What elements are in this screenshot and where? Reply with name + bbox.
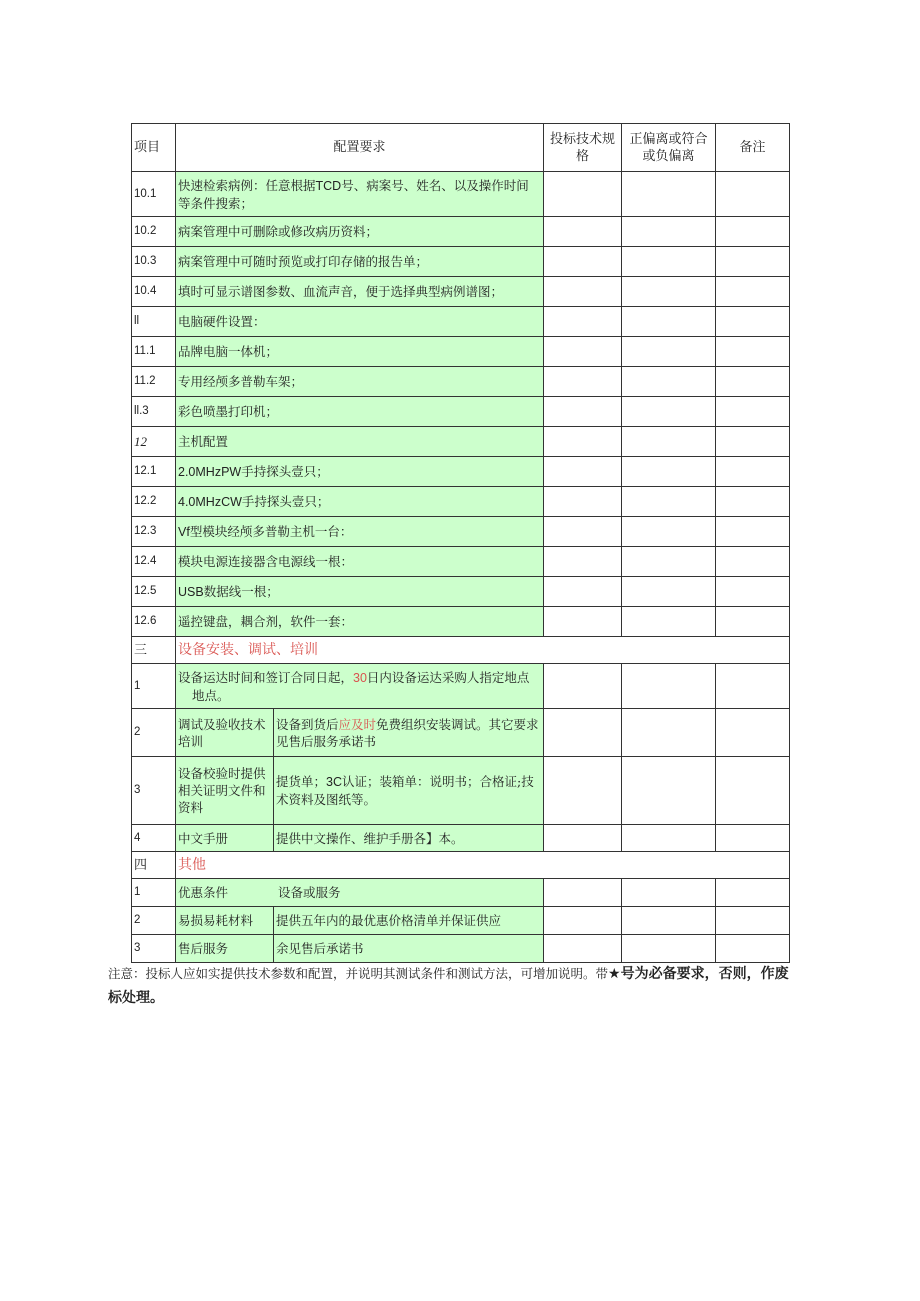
header-bid-spec: 投标技术规格	[544, 124, 622, 172]
footnote	[108, 962, 798, 1010]
remark-cell	[716, 825, 790, 852]
table-row	[132, 757, 790, 825]
section-row	[132, 637, 790, 664]
remark-cell	[716, 607, 790, 637]
deviation-cell	[622, 367, 716, 397]
deviation-cell	[622, 935, 716, 963]
row-requirement: 快速检索病例：任意根据TCD号、病案号、姓名、以及操作时间等条件搜索；	[176, 172, 544, 217]
table-row	[132, 367, 790, 397]
table-row	[132, 217, 790, 247]
table-row	[132, 577, 790, 607]
row-requirement: 品牌电脑一体机；	[176, 337, 544, 367]
footnote-required-mark: ★号为必备要求，否则，作废标处理。	[108, 966, 789, 1006]
row-number: 12.2	[132, 487, 176, 517]
table-row	[132, 879, 790, 907]
row-value: 提货单；3C认证；装箱单：说明书；合格证;技术资料及图纸等。	[274, 757, 544, 825]
row-number: 10.2	[132, 217, 176, 247]
row-label: 中文手册	[176, 825, 274, 852]
header-row	[132, 124, 790, 172]
table-row	[132, 487, 790, 517]
remark-cell	[716, 172, 790, 217]
row-requirement: 电脑硬件设置：	[176, 307, 544, 337]
bid-spec-cell	[544, 547, 622, 577]
table-row	[132, 547, 790, 577]
bid-spec-cell	[544, 457, 622, 487]
bid-spec-cell	[544, 277, 622, 307]
row-requirement: 专用经颅多普勒车架；	[176, 367, 544, 397]
row-requirement: 优惠条件 设备或服务	[176, 879, 544, 907]
bid-spec-cell	[544, 217, 622, 247]
table-row	[132, 397, 790, 427]
footnote-text: 注意：投标人应如实提供技术参数和配置，并说明其测试条件和测试方法，可增加说明。带	[108, 966, 609, 981]
table-row	[132, 517, 790, 547]
row-requirement: 病案管理中可删除或修改病历资料；	[176, 217, 544, 247]
bid-spec-cell	[544, 879, 622, 907]
row-label: 设备校验时提供相关证明文件和资料	[176, 757, 274, 825]
table-row	[132, 709, 790, 757]
row-number: 10.3	[132, 247, 176, 277]
row-number: 2	[132, 907, 176, 935]
deviation-cell	[622, 487, 716, 517]
table-row	[132, 172, 790, 217]
row-requirement: 主机配置	[176, 427, 544, 457]
remark-cell	[716, 879, 790, 907]
bid-spec-cell	[544, 825, 622, 852]
row-number: 12	[132, 427, 176, 457]
remark-cell	[716, 367, 790, 397]
deviation-cell	[622, 457, 716, 487]
bid-spec-cell	[544, 367, 622, 397]
header-item: 项目	[132, 124, 176, 172]
remark-cell	[716, 217, 790, 247]
bid-spec-cell	[544, 307, 622, 337]
row-requirement: Vf型模块经颅多普勒主机一台：	[176, 517, 544, 547]
row-requirement: 设备运达时间和签订合同日起，30日内设备运达采购人指定地点地点。	[176, 664, 544, 709]
header-remark: 备注	[716, 124, 790, 172]
bid-spec-cell	[544, 487, 622, 517]
row-number: 12.5	[132, 577, 176, 607]
deviation-cell	[622, 397, 716, 427]
row-label: 调试及验收技术培训	[176, 709, 274, 757]
bid-spec-cell	[544, 427, 622, 457]
table-row	[132, 607, 790, 637]
row-value: 提供中文操作、维护手册各】本。	[274, 825, 544, 852]
bid-spec-cell	[544, 907, 622, 935]
remark-cell	[716, 307, 790, 337]
bid-spec-cell	[544, 709, 622, 757]
bid-spec-cell	[544, 664, 622, 709]
bid-spec-cell	[544, 517, 622, 547]
bid-spec-cell	[544, 607, 622, 637]
remark-cell	[716, 337, 790, 367]
deviation-cell	[622, 172, 716, 217]
remark-cell	[716, 577, 790, 607]
remark-cell	[716, 277, 790, 307]
deviation-cell	[622, 907, 716, 935]
table-row	[132, 307, 790, 337]
row-requirement: 病案管理中可随时预览或打印存储的报告单；	[176, 247, 544, 277]
deviation-cell	[622, 825, 716, 852]
table-row	[132, 427, 790, 457]
deviation-cell	[622, 427, 716, 457]
section-number: 四	[132, 852, 176, 879]
table-row	[132, 907, 790, 935]
row-requirement: 4.0MHzCW手持探头壹只；	[176, 487, 544, 517]
deviation-cell	[622, 607, 716, 637]
header-requirement: 配置要求	[176, 124, 544, 172]
spec-table	[131, 123, 790, 963]
row-number: ll.3	[132, 397, 176, 427]
row-number: 10.4	[132, 277, 176, 307]
deviation-cell	[622, 277, 716, 307]
table-row	[132, 247, 790, 277]
row-number: 3	[132, 935, 176, 963]
remark-cell	[716, 907, 790, 935]
section-title: 设备安装、调试、培训	[176, 637, 790, 664]
row-value: 设备到货后应及时免费组织安装调试。其它要求见售后服务承诺书	[274, 709, 544, 757]
row-value: 余见售后承诺书	[274, 935, 544, 963]
remark-cell	[716, 664, 790, 709]
table-row	[132, 935, 790, 963]
row-number: ll	[132, 307, 176, 337]
bid-spec-cell	[544, 337, 622, 367]
bid-spec-cell	[544, 397, 622, 427]
table-row	[132, 457, 790, 487]
row-label: 易损易耗材料	[176, 907, 274, 935]
deviation-cell	[622, 547, 716, 577]
row-requirement: 填时可显示谱图参数、血流声音，便于选择典型病例谱图；	[176, 277, 544, 307]
row-requirement: 2.0MHzPW手持探头壹只；	[176, 457, 544, 487]
bid-spec-cell	[544, 247, 622, 277]
deviation-cell	[622, 577, 716, 607]
deviation-cell	[622, 247, 716, 277]
row-number: 12.1	[132, 457, 176, 487]
bid-spec-cell	[544, 935, 622, 963]
bid-spec-cell	[544, 757, 622, 825]
row-number: 3	[132, 757, 176, 825]
remark-cell	[716, 709, 790, 757]
row-number: 1	[132, 664, 176, 709]
deviation-cell	[622, 709, 716, 757]
bid-spec-cell	[544, 577, 622, 607]
row-number: 10.1	[132, 172, 176, 217]
section-number: 三	[132, 637, 176, 664]
deviation-cell	[622, 757, 716, 825]
remark-cell	[716, 427, 790, 457]
header-deviation: 正偏离或符合或负偏离	[622, 124, 716, 172]
row-requirement: 彩色喷墨打印机；	[176, 397, 544, 427]
remark-cell	[716, 457, 790, 487]
remark-cell	[716, 517, 790, 547]
row-number: 11.1	[132, 337, 176, 367]
remark-cell	[716, 547, 790, 577]
row-number: 12.6	[132, 607, 176, 637]
row-number: 11.2	[132, 367, 176, 397]
remark-cell	[716, 397, 790, 427]
row-number: 2	[132, 709, 176, 757]
deviation-cell	[622, 879, 716, 907]
row-value: 提供五年内的最优惠价格清单并保证供应	[274, 907, 544, 935]
row-number: 1	[132, 879, 176, 907]
deviation-cell	[622, 517, 716, 547]
remark-cell	[716, 757, 790, 825]
remark-cell	[716, 247, 790, 277]
remark-cell	[716, 935, 790, 963]
row-requirement: USB数据线一根；	[176, 577, 544, 607]
row-number: 12.3	[132, 517, 176, 547]
remark-cell	[716, 487, 790, 517]
section-title: 其他	[176, 852, 790, 879]
row-requirement: 遥控键盘，耦合剂，软件一套：	[176, 607, 544, 637]
deviation-cell	[622, 307, 716, 337]
deviation-cell	[622, 337, 716, 367]
table-row	[132, 337, 790, 367]
table-row	[132, 825, 790, 852]
deviation-cell	[622, 217, 716, 247]
row-number: 4	[132, 825, 176, 852]
row-label: 售后服务	[176, 935, 274, 963]
table-row	[132, 664, 790, 709]
row-number: 12.4	[132, 547, 176, 577]
section-row	[132, 852, 790, 879]
row-requirement: 模块电源连接器含电源线一根：	[176, 547, 544, 577]
table-row	[132, 277, 790, 307]
bid-spec-cell	[544, 172, 622, 217]
deviation-cell	[622, 664, 716, 709]
